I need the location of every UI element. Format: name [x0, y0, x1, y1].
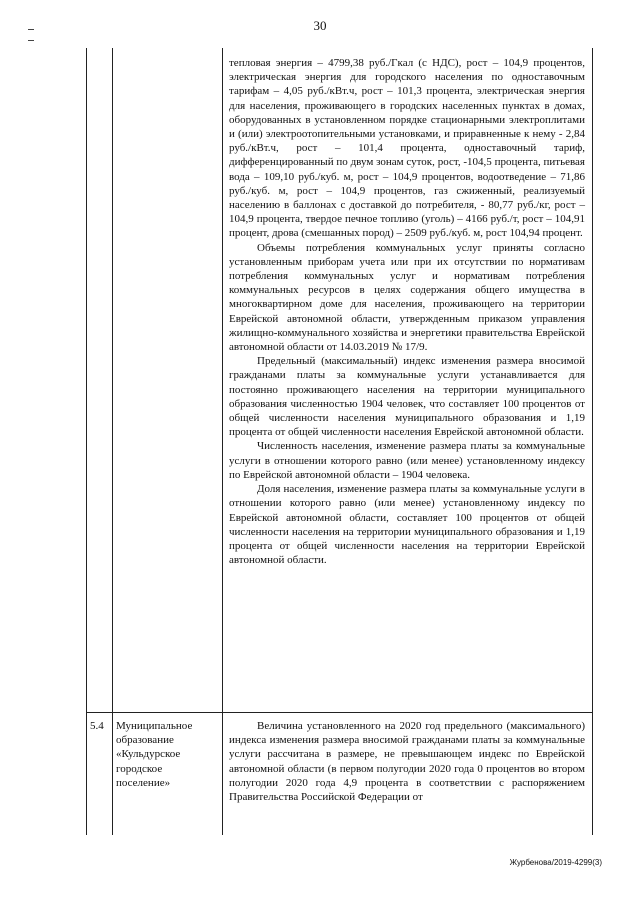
paragraph: тепловая энергия – 4799,38 руб./Гкал (с НДС), рост – 104,9 процентов, электрическая энергия для городского населения по одноставочным тарифам – 4,05 руб./кВт.ч, рост – 101,3 процента, электрическая энергия для населения, проживающего в городских населенных пунктах в домах, оборудованных в установленном порядке стационарными электроплитами и (или) электроотопительными установками, и приравненные к нему - 2,84 руб./кВт.ч, рост – 101,4 процента, одноставочный тариф, дифференцированный по двум зонам суток, рост, -104,5 процента, питьевая вода – 109,10 руб./куб. м, рост – 104,9 процентов, водоотведение – 71,86 руб./куб. м, рост – 104,9 процентов, газ сжиженный, реализуемый населению в баллонах с доставкой до потребителя, - 80,77 руб./кг, рост – 104,9 процента, твердое печное топливо (уголь) – 4166 руб./т, рост – 104,91 процент, дрова (смешанных пород) – 2509 руб./куб. м, рост 104,94 процент. — [229, 57, 585, 240]
table-border-left — [86, 48, 87, 835]
row-text — [229, 719, 585, 804]
document-id: Журбенова/2019-4299(3) — [509, 858, 602, 867]
column-divider — [222, 48, 223, 835]
paragraph: Доля населения, изменение размера платы за коммунальные услуги в отношении которого равно (или менее) установленному индексу по Еврейской автономной области, составляет 100 процентов от общей численности населения на территории муниципального образования и 1,19 процента от общей численности населения на территории Еврейской автономной области. — [229, 483, 585, 567]
table-border-right — [592, 48, 593, 835]
row-divider — [86, 712, 593, 713]
row-continuation-text — [229, 56, 585, 567]
municipality-name: Муниципальное образование «Кульдурское городское поселение» — [116, 720, 193, 789]
paragraph: Величина установленного на 2020 год предельного (максимального) индекса изменения размера вносимой гражданами платы за коммунальные услуги рассчитана в размере, не превышающем индекс по Еврейской автономной области (в первом полугодии 2020 года 0 процентов во втором полугодии 2020 года 4,9 процента в соответствии с распоряжением Правительства Российской Федерации от — [229, 720, 585, 804]
column-divider — [112, 48, 113, 835]
page-number: 30 — [313, 18, 327, 33]
paragraph: Предельный (максимальный) индекс изменения размера вносимой гражданами платы за коммунальные услуги устанавливается для постоянно проживающего населения на территории муниципального образования численностью 1904 человек, что составляет 100 процентов от общей численности населения муниципального образования и 1,19 процента от общей численности населения Еврейской автономной области. — [229, 355, 585, 439]
row-number: 5.4 — [90, 720, 104, 732]
margin-mark — [28, 29, 34, 30]
paragraph: Объемы потребления коммунальных услуг приняты согласно установленным приборам учета или при их отсутствии по нормативам потребления коммунальных услуг и нормативам потребления коммунальных ресурсов в целях содержания общего имущества в многоквартирном доме для населения, проживающего на территории Еврейской автономной области, утвержденным приказом управления жилищно-коммунального хозяйства и энергетики правительства Еврейской автономной области от 14.03.2019 № 17/9. — [229, 241, 585, 354]
margin-mark — [28, 40, 34, 41]
paragraph: Численность населения, изменение размера платы за коммунальные услуги в отношении которого равно (или менее) установленному индексу по Еврейской автономной области – 1904 человека. — [229, 440, 585, 481]
